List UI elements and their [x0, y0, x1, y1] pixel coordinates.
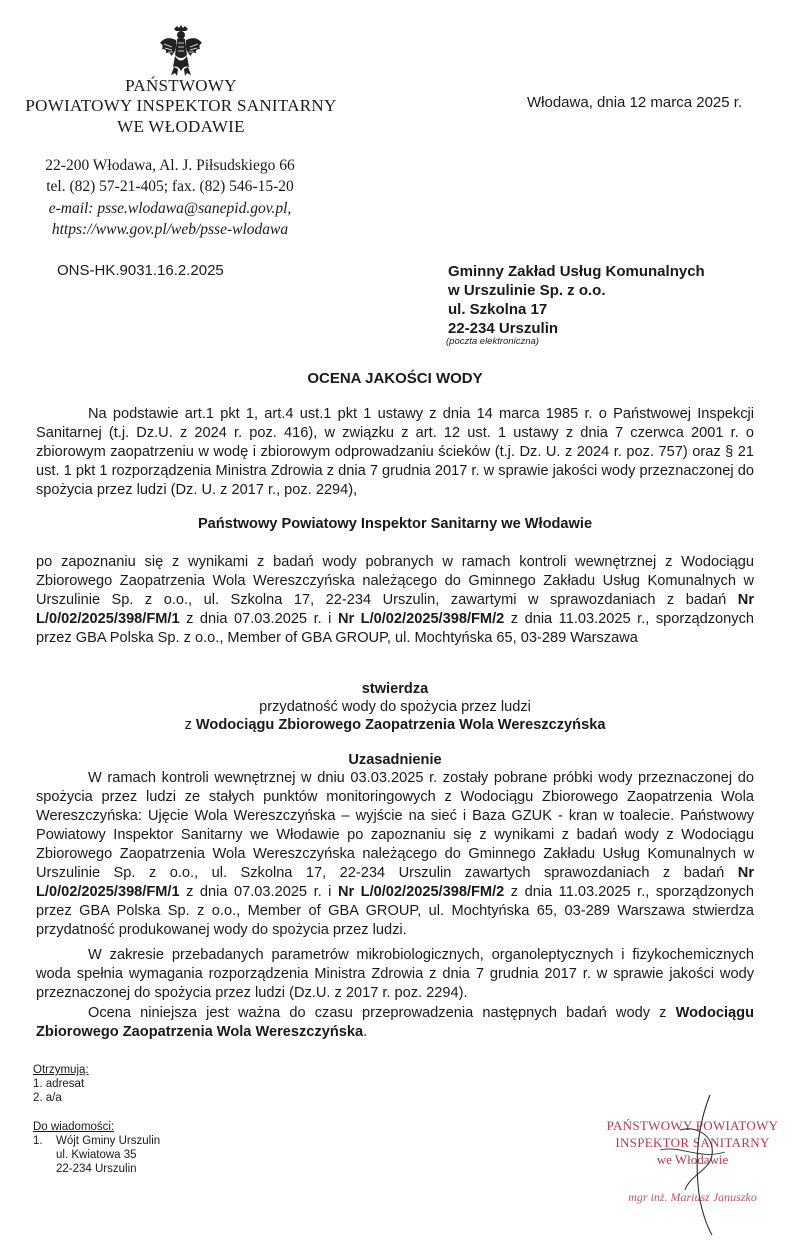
- justification-heading: Uzasadnienie: [348, 752, 442, 768]
- office-address: 22-200 Włodawa, Al. J. Piłsudskiego 66: [45, 157, 295, 174]
- justification-text-1: W ramach kontroli wewnętrznej w dniu 03.03.2025 r. zostały pobrane próbki wody przeznaczonej do spożycia przez ludzi ze stałych punktów monitoringowych z Wodociągu Zbiorowego Zaopatrzenia Wola Wereszczyńska: Ujęcie Wola Wereszczyńska – wyjście na sieć i Baza GZUK - kran w toalecie. Państwowy Powiatowy Inspektor Sanitarny we Włodawie po zapoznaniu się z wynikami z badań wody z Wodociągu Zbiorowego Zaopatrzenia Wola Wereszczyńska należącego do Gminnego Zakładu Usług Komunalnych w Urszulinie Sp. z o.o., ul. Szkolna 17, 22-234 Urszulin zawartych sprawozdaniach z badań: [36, 770, 754, 881]
- review-text-1: po zapoznaniu się z wynikami z badań wody pobranych w ramach kontroli wewnętrznej z Wodociągu Zbiorowego Zaopatrzenia Wola Wereszczyńska należącego do Gminnego Zakładu Usług Komunalnych w Urszulinie Sp. z o.o., ul. Szkolna 17, 22-234 Urszulin, zawartymi w sprawozdaniach z badań: [36, 554, 754, 608]
- verdict-system: [0, 717, 790, 733]
- justification-text-2: z dnia 07.03.2025 r. i: [179, 884, 338, 900]
- verdict-word: stwierdza: [361, 681, 429, 697]
- stamp-line3: we Włodawie: [656, 1152, 729, 1167]
- stamp-name: mgr inż. Mariusz Januszko: [628, 1190, 757, 1204]
- review-text-3: z dnia 11.03.2025 r., sporządzonych przez GBA Polska Sp. z o.o., Member of GBA GROUP, ul. Mochtyńska 65, 03-289 Warszawa: [36, 611, 754, 646]
- verdict-system-name: Wodociągu Zbiorowego Zaopatrzenia Wola Wereszczyńska: [195, 717, 606, 733]
- justification-paragraph-1: [36, 769, 754, 940]
- review-paragraph: [36, 553, 754, 648]
- legal-basis-paragraph: Na podstawie art.1 pkt 1, art.4 ust.1 pkt 1 ustawy z dnia 14 marca 1985 r. o Państwowej Inspekcji Sanitarnej (t.j. Dz.U. z 2024 r. poz. 416), w związku z art. 12 ust. 1 ustawy z dnia 7 czerwca 2001 r. o zbiorowym zaopatrzeniu w wodę i zbiorowym odprowadzaniu ścieków (t.j. Dz. U. z 2024 r. poz. 757) oraz § 21 ust. 1 pkt 1 rozporządzenia Ministra Zdrowia z dnia 7 grudnia 2017 r. w sprawie jakości wody przeznaczonej do spożycia przez ludzi (Dz. U. z 2017 r., poz. 2294),: [36, 406, 754, 498]
- report-number-1: Nr L/0/02/2025/398/FM/1: [36, 592, 754, 627]
- verdict-line: przydatność wody do spożycia przez ludzi: [259, 699, 531, 715]
- recipient-line2: w Urszulinie Sp. z o.o.: [448, 282, 606, 299]
- office-phone: tel. (82) 57-21-405; fax. (82) 546-15-20: [46, 178, 294, 195]
- justification-report-1: Nr L/0/02/2025/398/FM/1: [36, 865, 754, 900]
- recipient-line3: ul. Szkolna 17: [448, 301, 548, 318]
- office-website: https://www.gov.pl/web/psse-wlodawa: [51, 221, 289, 238]
- office-name-line3: WE WŁODAWIE: [117, 117, 245, 136]
- validity-text: Ocena niniejsza jest ważna do czasu przeprowadzenia następnych badań wody z: [88, 1005, 676, 1021]
- distribution-heading: Otrzymują:: [33, 1064, 89, 1076]
- authority-name: Państwowy Powiatowy Inspektor Sanitarny we Włodawie: [197, 516, 593, 532]
- recipient-block: [448, 262, 705, 338]
- verdict-prefix: z: [184, 717, 196, 733]
- cc-heading: Do wiadomości:: [33, 1121, 115, 1133]
- document-title: OCENA JAKOŚCI WODY: [307, 370, 483, 387]
- validity-end: .: [363, 1024, 368, 1040]
- recipient-line4: 22-234 Urszulin: [448, 320, 559, 337]
- recipient-line1: Gminny Zakład Usług Komunalnych: [448, 263, 705, 280]
- polish-eagle-icon: [158, 25, 204, 77]
- cc-line2: ul. Kwiatowa 35: [56, 1149, 137, 1161]
- report-number-2: Nr L/0/02/2025/398/FM/2: [337, 611, 505, 627]
- office-email: e-mail: psse.wlodawa@sanepid.gov.pl,: [48, 200, 292, 217]
- distribution-item-2: 2. a/a: [33, 1092, 62, 1104]
- cc-line3: 22-234 Urszulin: [56, 1163, 137, 1175]
- justification-paragraph-2: W zakresie przebadanych parametrów mikrobiologicznych, organoleptycznych i fizykochemicznych woda spełnia wymagania rozporządzenia Ministra Zdrowia z dnia 7 grudnia 2017 r. w sprawie jakości wody przeznaczonej do spożycia przez ludzi (Dz.U. z 2017 r. poz. 2294).: [36, 947, 754, 1001]
- validity-paragraph: [36, 1004, 754, 1042]
- justification-text-3: z dnia 11.03.2025 r., sporządzonych przez GBA Polska Sp. z o.o., Member of GBA GROUP, ul. Mochtyńska 65, 03-289 Warszawa stwierdza przydatność produkowanej wody do spożycia przez ludzi.: [36, 884, 754, 938]
- signature-icon: [640, 1090, 750, 1240]
- cc-number: 1.: [33, 1135, 43, 1147]
- review-text-2: z dnia 07.03.2025 r. i: [179, 611, 338, 627]
- distribution-item-1: 1. adresat: [33, 1078, 85, 1090]
- office-name-line2: POWIATOWY INSPEKTOR SANITARNY: [25, 96, 337, 115]
- stamp-line2: INSPEKTOR SANITARNY: [615, 1135, 770, 1150]
- cc-line1: Wójt Gminy Urszulin: [56, 1135, 161, 1147]
- stamp-line1: PAŃSTWOWY POWIATOWY: [606, 1118, 779, 1133]
- date-line: Włodawa, dnia 12 marca 2025 r.: [527, 94, 743, 111]
- validity-system: Wodociągu Zbiorowego Zaopatrzenia Wola Wereszczyńska: [36, 1005, 754, 1040]
- justification-report-2: Nr L/0/02/2025/398/FM/2: [337, 884, 505, 900]
- office-name-line1: PAŃSTWOWY: [125, 76, 237, 95]
- reference-number: ONS-HK.9031.16.2.2025: [57, 262, 224, 279]
- recipient-note: (poczta elektroniczna): [446, 336, 539, 347]
